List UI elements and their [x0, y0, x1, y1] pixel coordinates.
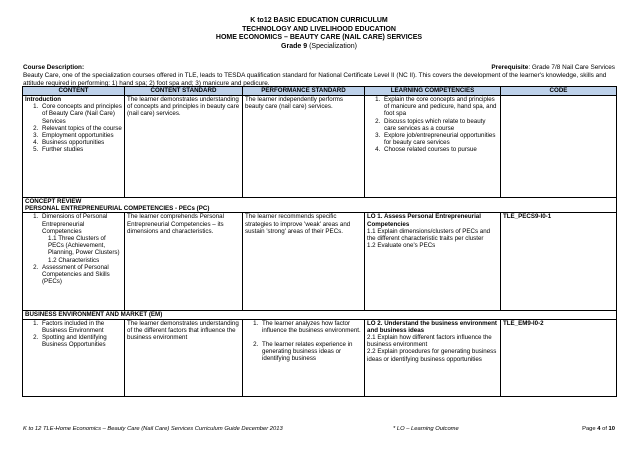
list-item: 2. The learner relates experience in generating business ideas or identifying business [260, 341, 362, 363]
list-item: 2. Assessment of Personal Competencies and Skills (PECs) [40, 264, 122, 286]
section-row [23, 198, 617, 213]
bem-heading: BUSINESS ENVIRONMENT AND MARKET (EM) [23, 311, 617, 319]
intro-title: Introduction [25, 96, 62, 103]
course-description-text: Beauty Care, one of the specialization courses offered in TLE, leads to TESDA qualification standard for National Certificate Level II (NC II). This covers the development of the learner's knowledge, skills and attitude required in performing: 1) hand spa; 2) foot spa and; 3) manicure and pedicure. [23, 72, 607, 87]
competency-item: 2.1 Explain how different factors influence the business environment [367, 334, 492, 349]
prerequisite: Prerequisite: Grade 7/8 Nail Care Services [491, 64, 615, 71]
intro-competencies-list [367, 96, 498, 154]
intro-code-cell [501, 96, 617, 198]
list-item: 4. Business opportunities [40, 139, 122, 146]
list-item: 1. Factors included in the Business Environment [40, 320, 122, 334]
concept-review-heading [23, 198, 617, 213]
competency-item: 1.1 Explain dimensions/clusters of PECs and the different characteristic traits per cluster [367, 227, 491, 243]
column-header-code: CODE [501, 87, 617, 96]
bem-standard-cell: The learner demonstrates understanding of the different factors that influence the business environment [125, 319, 243, 396]
document-header [0, 0, 638, 51]
bem-content-cell [23, 319, 125, 396]
bem-code-cell: TLE_EM9-I0-2 [501, 319, 617, 396]
intro-content-list [25, 103, 122, 153]
pecs-standard-cell: The learner comprehends Personal Entrepreneurial Competencies – its dimensions and characteristics. [125, 213, 243, 311]
footer-guide-title: K to 12 TLE-Home Economics – Beauty Care (Nail Care) Services Curriculum Guide December 2013 [23, 426, 283, 432]
page-number: Page 4 of 10 [582, 426, 615, 432]
header-subject: TECHNOLOGY AND LIVELIHOOD EDUCATION [242, 25, 396, 33]
list-item: 3. Employment opportunities [40, 132, 122, 139]
list-item: 2. Discuss topics which relate to beauty care services as a course [382, 118, 498, 132]
column-header-content-standard: CONTENT STANDARD [125, 87, 243, 96]
learning-outcome-title: LO 1. Assess Personal Entrepreneurial Competencies [367, 213, 481, 228]
pecs-sub-item: 1.2 Characteristics [48, 256, 100, 264]
column-header-learning-competencies: LEARNING COMPETENCIES [365, 87, 501, 96]
pecs-performance-cell: The learner recommends specific strategies to improve 'weak' areas and sustain 'strong' areas of their PECs. [243, 213, 365, 311]
intro-standard-cell: The learner demonstrates understanding of concepts and principles in beauty care (nail care) services. [125, 96, 243, 198]
bem-competencies-cell [365, 319, 501, 396]
header-title: K to12 BASIC EDUCATION CURRICULUM [250, 17, 388, 24]
concept-review-subtitle: PERSONAL ENTREPRENEURIAL COMPETENCIES - PECs (PC) [25, 205, 210, 213]
table-row [23, 96, 617, 198]
curriculum-table [22, 86, 617, 397]
list-item: 1. The learner analyzes how factor influence the business environment. [260, 320, 362, 334]
list-item: 1. Dimensions of Personal Entrepreneurial Competencies 1.1 Three Clusters of PECs (Achievement, Planning, Power Clusters) 1.2 Characteristics [40, 213, 122, 263]
pecs-sub-item: 1.1 Three Clusters of PECs (Achievement, Planning, Power Clusters) [48, 235, 120, 257]
list-item: 3. Explore job/entrepreneurial opportunities for beauty care services [382, 132, 498, 146]
header-course: HOME ECONOMICS – BEAUTY CARE (NAIL CARE) SERVICES [215, 34, 423, 41]
bem-performance-list [245, 320, 362, 363]
page-footer [23, 426, 615, 432]
concept-review-title: CONCEPT REVIEW [25, 198, 82, 205]
pecs-code-cell: TLE_PECS9-I0-1 [501, 213, 617, 311]
column-header-performance-standard: PERFORMANCE STANDARD [243, 87, 365, 96]
intro-content-cell [23, 96, 125, 198]
list-item: 1. Core concepts and principles of Beauty Care (Nail Care) Services [40, 103, 122, 125]
course-description [23, 64, 615, 87]
list-item: 2. Relevant topics of the course [40, 125, 122, 132]
intro-performance-cell: The learner independently performs beauty care (nail care) services. [243, 96, 365, 198]
table-row [23, 213, 617, 311]
course-description-label: Course Description: [23, 64, 85, 71]
list-item: 2. Spotting and Identifying Business Opportunities [40, 334, 122, 348]
learning-outcome-title: LO 2. Understand the business environment and business ideas [367, 319, 497, 334]
table-row [23, 319, 617, 396]
bem-content-list [25, 320, 122, 349]
competency-item: 2.2 Explain procedures for generating business ideas or identifying business opportunities [367, 348, 497, 363]
competency-item: 1.2 Evaluate one's PECs [367, 242, 436, 250]
footer-lo-note: * LO – Learning Outcome [393, 426, 459, 432]
pecs-competencies-cell [365, 213, 501, 311]
intro-competencies-cell [365, 96, 501, 198]
column-header-content: CONTENT [23, 87, 125, 96]
pecs-content-cell [23, 213, 125, 311]
section-row [23, 311, 617, 319]
table-header-row [23, 87, 617, 96]
header-grade: Grade 9 (Specialization) [281, 42, 357, 50]
pecs-content-list [25, 213, 122, 285]
list-item: 5. Further studies [40, 146, 122, 153]
bem-performance-cell [243, 319, 365, 396]
list-item: 1. Explain the core concepts and principles of manicure and pedicure, hand spa, and foot spa [382, 96, 498, 118]
list-item: 4. Choose related courses to pursue [382, 146, 498, 153]
